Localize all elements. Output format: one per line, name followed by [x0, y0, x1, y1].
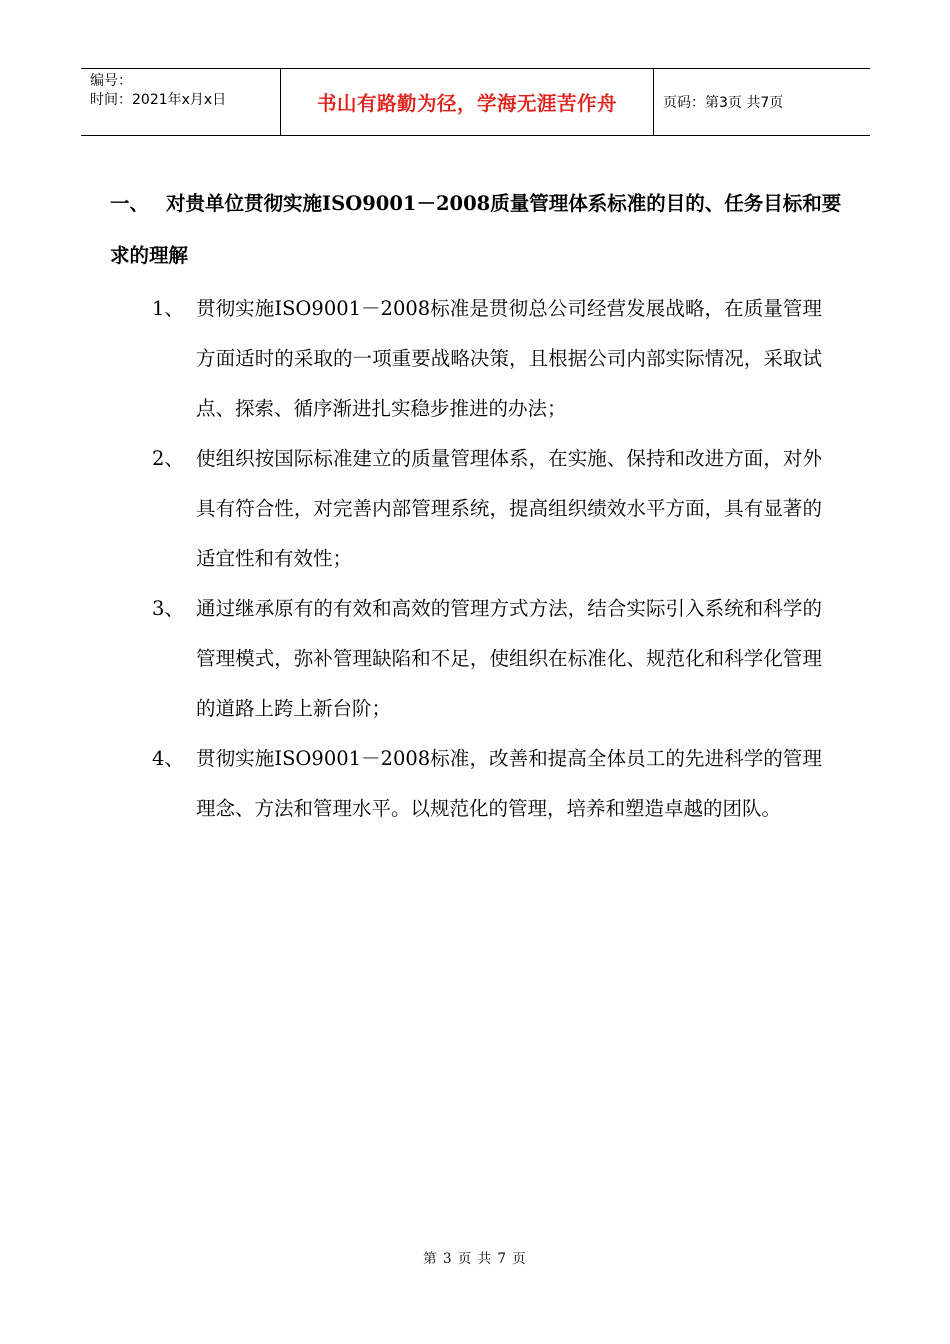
header-table — [81, 68, 870, 136]
page-footer — [0, 1247, 950, 1267]
section-heading — [110, 178, 845, 282]
header-motto-cell — [281, 69, 654, 135]
list-item-text: 贯彻实施ISO9001－2008标准，改善和提高全体员工的先进科学的管理理念、方法和管理水平。以规范化的管理，培养和塑造卓越的团队。 — [196, 747, 822, 820]
header-page-cell — [654, 69, 870, 135]
list-item — [152, 584, 832, 734]
list-item — [152, 734, 832, 834]
list-item-marker: 2、 — [152, 447, 184, 470]
list-item — [152, 284, 832, 434]
section-title: 对贵单位贯彻实施ISO9001－2008质量管理体系标准的目的、任务目标和要求的理解 — [110, 192, 842, 267]
document-date-label: 时间：2021年x月x日 — [90, 92, 227, 108]
header-page-info: 页码：第3页 共7页 — [663, 95, 784, 111]
header-motto: 书山有路勤为径，学海无涯苦作舟 — [316, 92, 617, 115]
objectives-list — [152, 284, 832, 834]
document-number-label: 编号： — [90, 73, 132, 89]
list-item-text: 通过继承原有的有效和高效的管理方式方法，结合实际引入系统和科学的管理模式，弥补管理缺陷和不足，使组织在标准化、规范化和科学化管理的道路上跨上新台阶； — [196, 597, 822, 720]
footer-page-number: 第 3 页 共 7 页 — [423, 1251, 527, 1267]
header-meta-cell — [81, 69, 281, 135]
list-item-text: 贯彻实施ISO9001－2008标准是贯彻总公司经营发展战略，在质量管理方面适时的采取的一项重要战略决策，且根据公司内部实际情况，采取试点、探索、循序渐进扎实稳步推进的办法； — [196, 297, 822, 420]
list-item — [152, 434, 832, 584]
list-item-marker: 3、 — [152, 597, 184, 620]
list-item-text: 使组织按国际标准建立的质量管理体系，在实施、保持和改进方面，对外具有符合性，对完善内部管理系统，提高组织绩效水平方面，具有显著的适宜性和有效性； — [196, 447, 822, 570]
list-item-marker: 1、 — [152, 297, 184, 320]
list-item-marker: 4、 — [152, 747, 184, 770]
section-number: 一、 — [110, 192, 150, 215]
